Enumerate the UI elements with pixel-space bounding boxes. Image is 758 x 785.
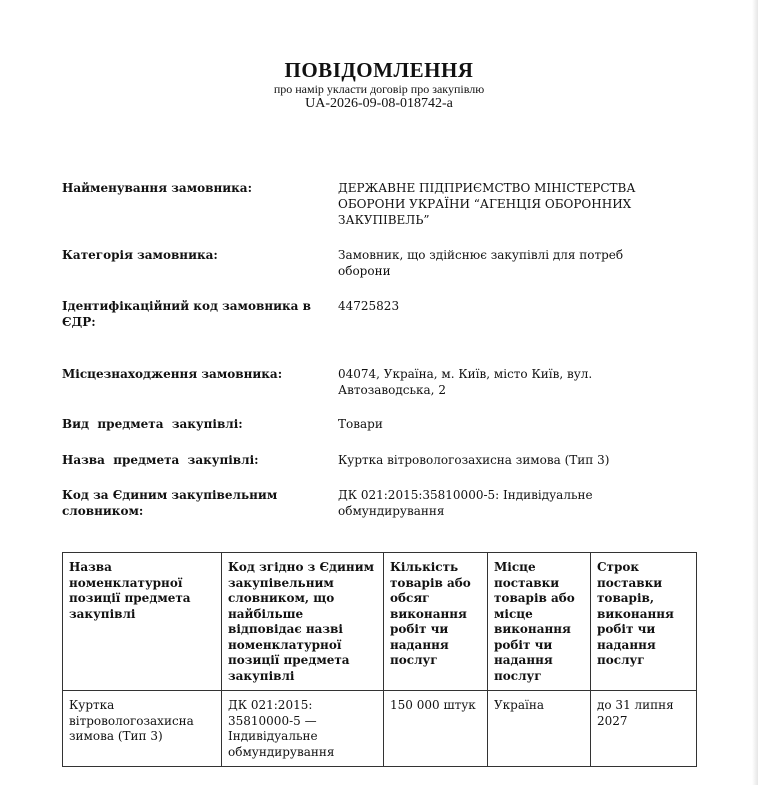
header-delivery-place: Місце поставки товарів або місце виконання робіт чи надання послуг (488, 553, 591, 691)
header-item-name: Назва номенклатурної позиції предмета закупівлі (63, 553, 222, 691)
customer-category-label: Категорія замовника: (62, 248, 218, 262)
cell-item-name: Куртка вітровологозахисна зимова (Тип 3) (63, 691, 222, 767)
cpv-code-label: Код за Єдиним закупівельним словником: (62, 488, 278, 518)
page-edge-shadow (752, 0, 758, 785)
customer-category-value: Замовник, що здійснює закупівлі для потреб оборони (338, 248, 624, 278)
header-cpv-code: Код згідно з Єдиним закупівельним словником, що найбільше відповідає назві номенклатурної позиції предмета закупівлі (222, 553, 384, 691)
procurement-items-table (62, 552, 697, 767)
customer-location-value: 04074, Україна, м. Київ, місто Київ, вул. Автозаводська, 2 (338, 367, 593, 397)
customer-name-label: Найменування замовника: (62, 181, 253, 195)
customer-code-label: Ідентифікаційний код замовника в ЄДР: (62, 299, 311, 329)
subject-name-value: Куртка вітровологозахисна зимова (Тип 3) (338, 453, 610, 467)
customer-location-label: Місцезнаходження замовника: (62, 367, 283, 381)
header-quantity: Кількість товарів або обсяг виконання робіт чи надання послуг (384, 553, 488, 691)
cell-delivery-term: до 31 липня 2027 (591, 691, 697, 767)
subject-name-label: Назва предмета закупівлі: (62, 453, 259, 467)
cell-delivery-place: Україна (488, 691, 591, 767)
table-header-row (63, 553, 697, 691)
tender-id: UA-2026-09-08-018742-a (305, 96, 453, 111)
cpv-code-value: ДК 021:2015:35810000-5: Індивідуальне обмундирування (338, 488, 593, 518)
cell-cpv-code: ДК 021:2015: 35810000-5 — Індивідуальне обмундирування (222, 691, 384, 767)
header-delivery-term: Строк поставки товарів, виконання робіт чи надання послуг (591, 553, 697, 691)
table-row (63, 691, 697, 767)
cell-quantity: 150 000 штук (384, 691, 488, 767)
subject-type-value: Товари (338, 417, 383, 431)
document-subtitle: про намір укласти договір про закупівлю (273, 82, 485, 96)
document-title: ПОВІДОМЛЕННЯ (284, 58, 474, 82)
subject-type-label: Вид предмета закупівлі: (62, 417, 243, 431)
customer-code-value: 44725823 (338, 299, 400, 313)
customer-name-value: ДЕРЖАВНЕ ПІДПРИЄМСТВО МІНІСТЕРСТВА ОБОРОНИ УКРАЇНИ “АГЕНЦІЯ ОБОРОННИХ ЗАКУПІВЕЛЬ” (338, 181, 636, 227)
